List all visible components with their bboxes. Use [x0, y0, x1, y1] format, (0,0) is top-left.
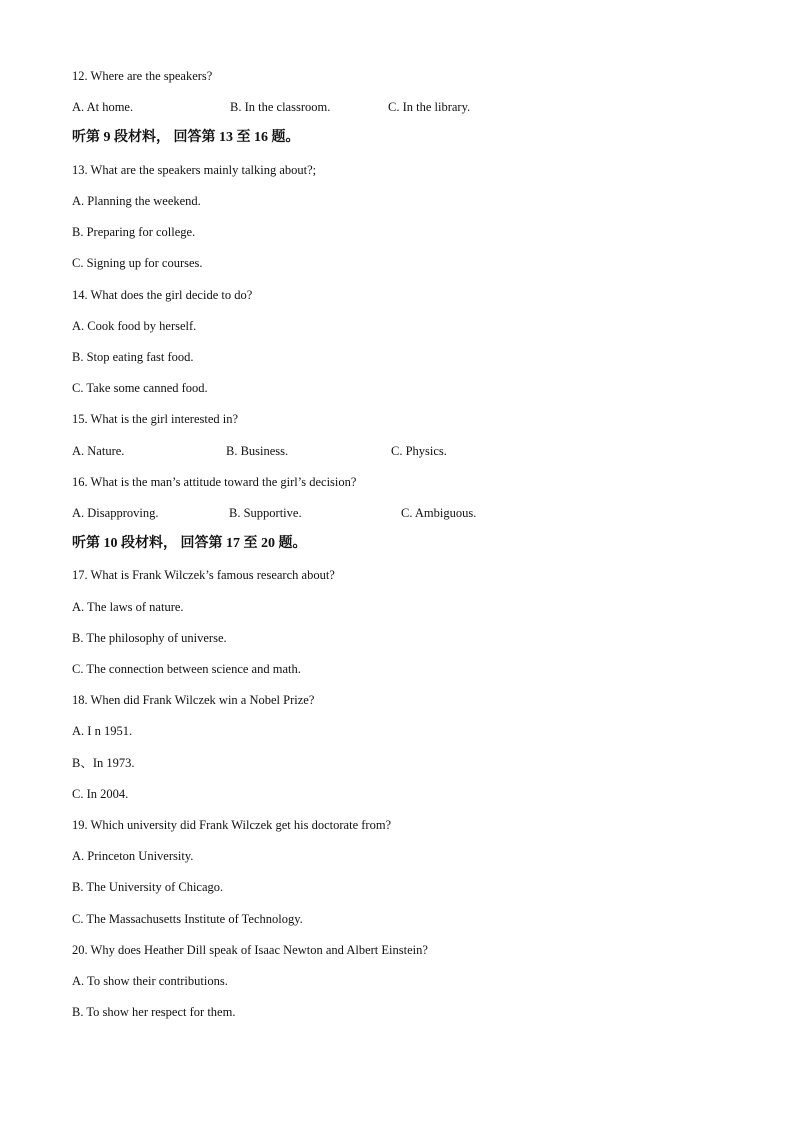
q12-option-a: A. At home. — [72, 100, 134, 114]
q19-option-c: C. The Massachusetts Institute of Technology. — [72, 912, 303, 926]
question-14: 14. What does the girl decide to do? — [72, 288, 253, 302]
q20-option-b: B. To show her respect for them. — [72, 1005, 236, 1019]
q13-option-c: C. Signing up for courses. — [72, 256, 203, 270]
q17-option-b: B. The philosophy of universe. — [72, 631, 227, 645]
q15-option-c: C. Physics. — [391, 444, 447, 458]
q19-option-b: B. The University of Chicago. — [72, 880, 224, 894]
q13-option-a: A. Planning the weekend. — [72, 194, 201, 208]
q18-option-b: B、In 1973. — [72, 756, 135, 770]
q16-option-c: C. Ambiguous. — [401, 506, 477, 520]
q16-option-b: B. Supportive. — [229, 506, 302, 520]
q19-option-a: A. Princeton University. — [72, 849, 194, 863]
q13-option-b: B. Preparing for college. — [72, 225, 196, 239]
question-17: 17. What is Frank Wilczek’s famous research about? — [72, 568, 335, 582]
section-10-heading: 听第 10 段材料， 回答第 17 至 20 题。 — [72, 536, 307, 551]
q16-option-a: A. Disapproving. — [72, 506, 159, 520]
section-9-heading: 听第 9 段材料， 回答第 13 至 16 题。 — [72, 130, 300, 145]
q15-option-b: B. Business. — [226, 444, 289, 458]
q20-option-a: A. To show their contributions. — [72, 974, 228, 988]
question-19: 19. Which university did Frank Wilczek get his doctorate from? — [72, 818, 392, 832]
question-13: 13. What are the speakers mainly talking about?; — [72, 163, 317, 177]
question-15: 15. What is the girl interested in? — [72, 412, 239, 426]
question-20: 20. Why does Heather Dill speak of Isaac Newton and Albert Einstein? — [72, 943, 428, 957]
question-18: 18. When did Frank Wilczek win a Nobel Prize? — [72, 693, 315, 707]
question-12: 12. Where are the speakers? — [72, 69, 213, 83]
q12-option-c: C. In the library. — [388, 100, 471, 114]
q15-option-a: A. Nature. — [72, 444, 125, 458]
q14-option-b: B. Stop eating fast food. — [72, 350, 194, 364]
q17-option-a: A. The laws of nature. — [72, 600, 184, 614]
q14-option-a: A. Cook food by herself. — [72, 319, 197, 333]
q18-option-c: C. In 2004. — [72, 787, 129, 801]
q14-option-c: C. Take some canned food. — [72, 381, 208, 395]
q12-option-b: B. In the classroom. — [230, 100, 331, 114]
q17-option-c: C. The connection between science and math. — [72, 662, 301, 676]
question-16: 16. What is the man’s attitude toward the girl’s decision? — [72, 475, 357, 489]
q18-option-a: A. I n 1951. — [72, 724, 133, 738]
